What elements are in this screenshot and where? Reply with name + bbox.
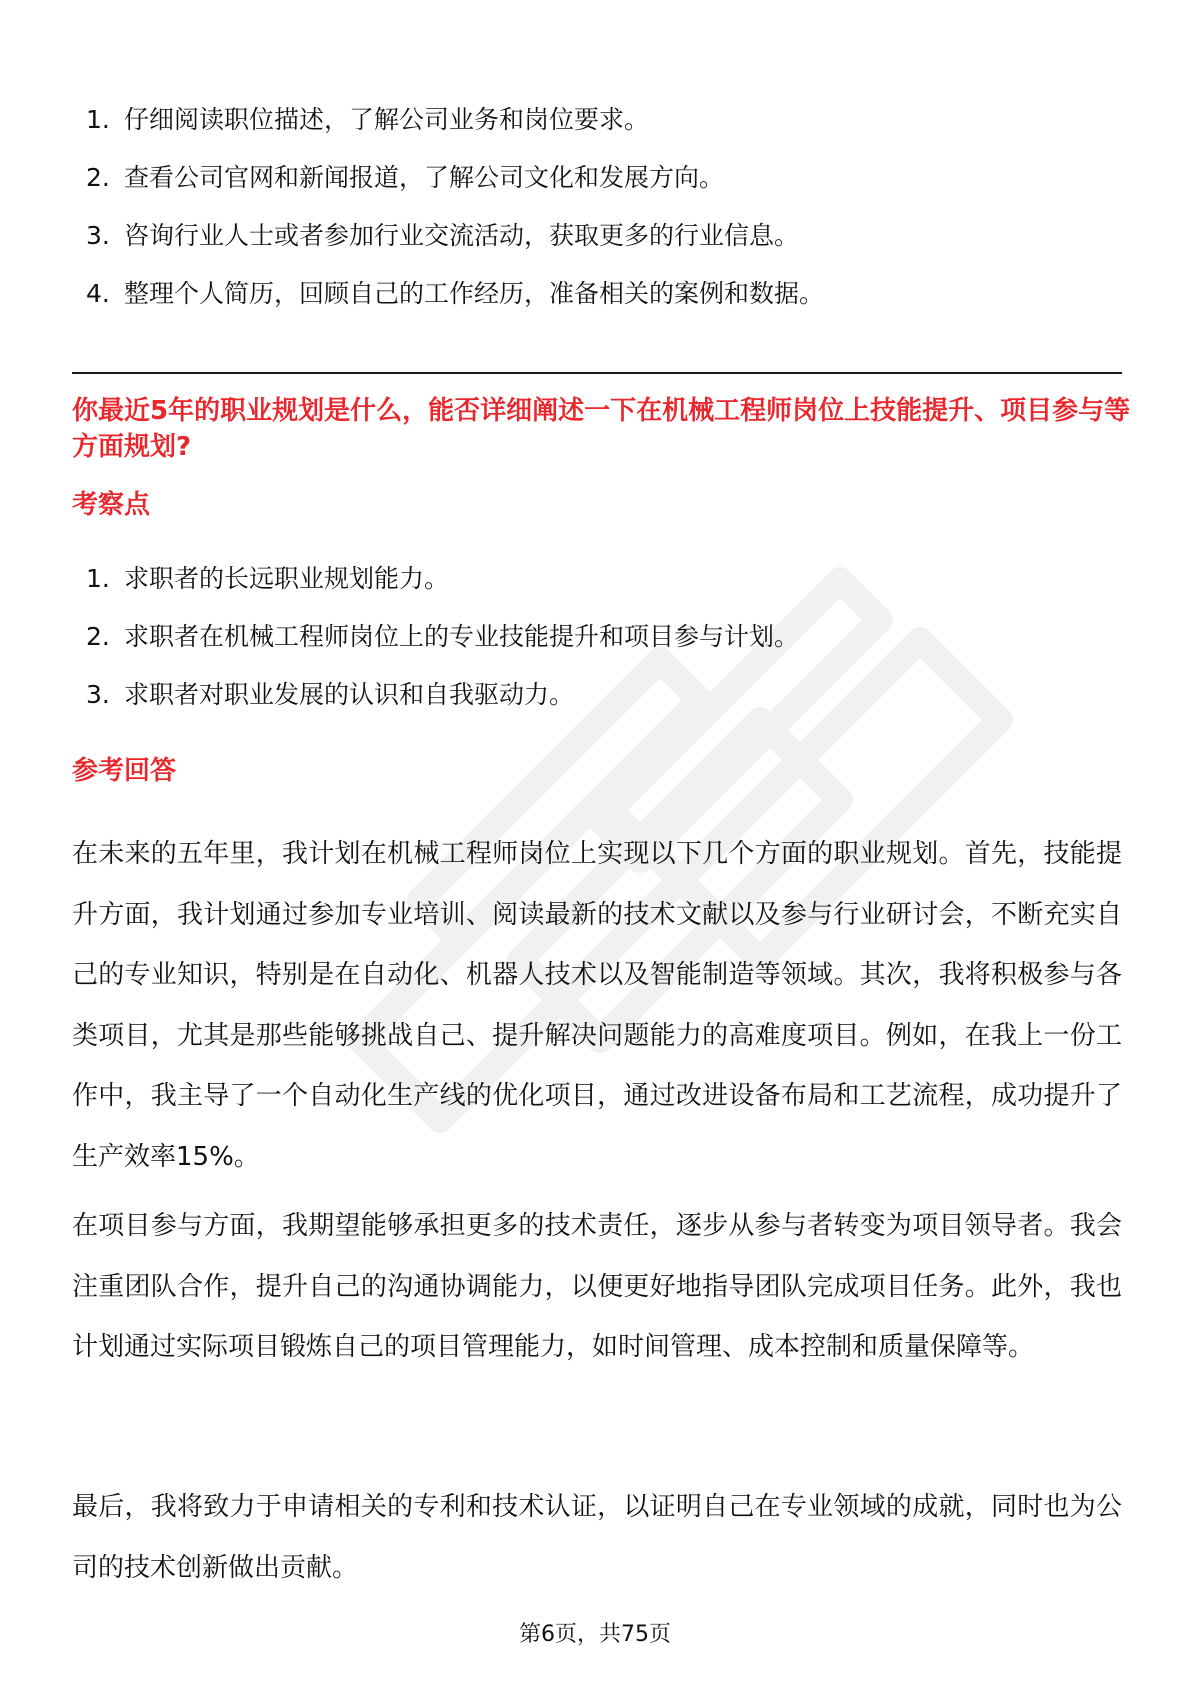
reference-answer-heading: 参考回答: [72, 756, 177, 786]
list-number: 2.: [86, 622, 110, 651]
list-item: [72, 207, 824, 265]
list-text: 求职者的长远职业规划能力。: [124, 564, 450, 593]
list-text: 整理个人简历，回顾自己的工作经历，准备相关的案例和数据。: [124, 279, 825, 308]
list-number: 4.: [86, 279, 110, 308]
list-number: 3.: [86, 221, 110, 250]
list-number: 2.: [86, 163, 110, 192]
list-item: [72, 265, 824, 323]
list-number: 1.: [86, 564, 110, 593]
list-item: [72, 666, 799, 724]
list-item: [72, 91, 824, 149]
section-divider: [72, 372, 1122, 374]
list-text: 查看公司官网和新闻报道，了解公司文化和发展方向。: [124, 163, 725, 192]
assessment-points-list: [72, 550, 799, 724]
list-number: 3.: [86, 680, 110, 709]
page-number: 第6页，共75页: [519, 1622, 671, 1647]
assessment-points-heading: 考察点: [72, 490, 151, 520]
interview-question: 你最近5年的职业规划是什么，能否详细阐述一下在机械工程师岗位上技能提升、项目参与等方面规划?: [72, 396, 1131, 462]
list-text: 仔细阅读职位描述，了解公司业务和岗位要求。: [124, 105, 650, 134]
answer-paragraph: 在项目参与方面，我期望能够承担更多的技术责任，逐步从参与者转变为项目领导者。我会注重团队合作，提升自己的沟通协调能力，以便更好地指导团队完成项目任务。此外，我也计划通过实际项目锻炼自己的项目管理能力，如时间管理、成本控制和质量保障等。: [72, 1211, 1122, 1362]
list-text: 咨询行业人士或者参加行业交流活动，获取更多的行业信息。: [124, 221, 800, 250]
preparation-list: [72, 91, 824, 323]
list-text: 求职者在机械工程师岗位上的专业技能提升和项目参与计划。: [124, 622, 800, 651]
list-item: [72, 608, 799, 666]
list-number: 1.: [86, 105, 110, 134]
answer-paragraph: 最后，我将致力于申请相关的专利和技术认证，以证明自己在专业领域的成就，同时也为公司的技术创新做出贡献。: [72, 1492, 1122, 1583]
list-text: 求职者对职业发展的认识和自我驱动力。: [124, 680, 575, 709]
list-item: [72, 149, 824, 207]
list-item: [72, 550, 799, 608]
answer-paragraph: 在未来的五年里，我计划在机械工程师岗位上实现以下几个方面的职业规划。首先，技能提升方面，我计划通过参加专业培训、阅读最新的技术文献以及参与行业研讨会，不断充实自己的专业知识，特别是在自动化、机器人技术以及智能制造等领域。其次，我将积极参与各类项目，尤其是那些能够挑战自己、提升解决问题能力的高难度项目。例如，在我上一份工作中，我主导了一个自动化生产线的优化项目，通过改进设备布局和工艺流程，成功提升了生产效率15%。: [72, 839, 1122, 1172]
